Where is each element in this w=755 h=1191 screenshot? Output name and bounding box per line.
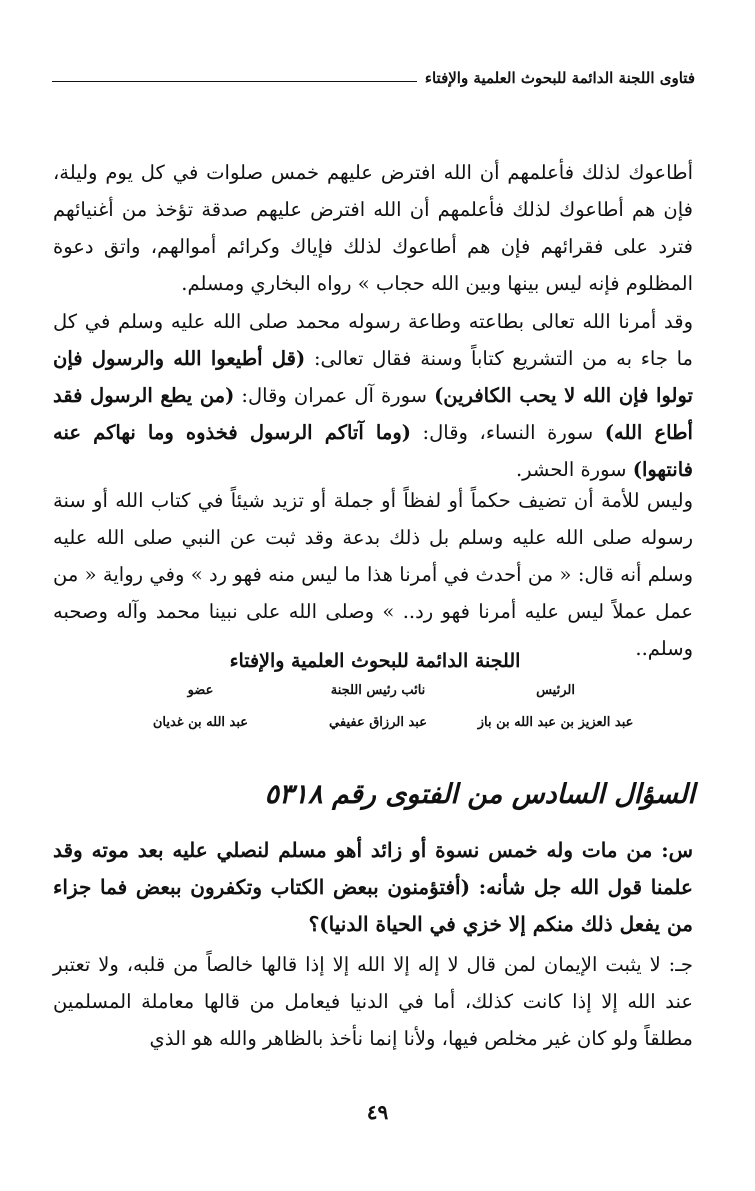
paragraph-2-text-a: وقد أمرنا الله تعالى بطاعته وطاعة رسوله محمد صلى الله عليه وسلم في كل ما جاء به من التشريع كتاباً وسنة فقال تعالى: [53, 310, 693, 370]
name-vice-chairman: عبد الرزاق عفيفي [329, 715, 427, 730]
paragraph-2-text-e: سورة النساء، وقال: [410, 421, 605, 444]
paragraph-1: أطاعوك لذلك فأعلمهم أن الله افترض عليهم خمس صلوات في كل يوم وليلة، فإن هم أطاعوك لذلك فأعلمهم أن الله افترض عليهم صدقة تؤخذ من أغنيائهم فترد على فقرائهم فإن هم أطاعوك لذلك فإياك وكرائم أموالهم، واتق دعوة المظلوم فإنه ليس بينها وبين الله حجاب » رواه البخاري ومسلم. [53, 161, 693, 295]
question-heading: السؤال السادس من الفتوى رقم ٥٣١٨ [264, 779, 695, 810]
paragraph-2-text-g: سورة الحشر. [515, 458, 633, 481]
role-member: عضو [187, 683, 214, 698]
paragraph-2 [53, 303, 693, 488]
committee-title: اللجنة الدائمة للبحوث العلمية والإفتاء [229, 650, 521, 672]
page-number: ٤٩ [366, 1100, 389, 1124]
signature-names [113, 715, 643, 730]
paragraph-2-text-c: سورة آل عمران وقال: [234, 384, 435, 407]
name-member: عبد الله بن غديان [152, 715, 249, 730]
role-chairman: الرئيس [536, 683, 575, 698]
answer-paragraph: جـ: لا يثبت الإيمان لمن قال لا إله إلا الله إلا إذا قالها خالصاً من قلبه، ولا تعتبر عند الله إلا إذا كانت كذلك، أما في الدنيا فيعامل من قالها معاملة المسلمين مطلقاً ولو كان غير مخلص فيها، ولأنا إنما نأخذ بالظاهر والله هو الذي [53, 953, 693, 1050]
quran-verse-1: (قل أطيعوا الله والرسول فإن تولوا فإن الله لا يحب الكافرين) [53, 347, 693, 407]
running-header [52, 63, 695, 93]
running-title: فتاوى اللجنة الدائمة للبحوث العلمية والإفتاء [424, 69, 695, 87]
quran-verse-2: (من يطع الرسول فقد أطاع الله) [53, 384, 693, 444]
name-chairman: عبد العزيز بن عبد الله بن باز [477, 715, 634, 730]
paragraph-3: وليس للأمة أن تضيف حكماً أو لفظاً أو جملة أو تزيد شيئاً في كتاب الله أو سنة رسوله صلى الله عليه وسلم بل ذلك بدعة وقد ثبت عن النبي صلى الله عليه وسلم أنه قال: « من أحدث في أمرنا هذا ما ليس منه فهو رد » وفي رواية « من عمل عملاً ليس عليه أمرنا فهو رد.. » وصلى الله على نبينا محمد وآله وصحبه وسلم.. [53, 489, 693, 660]
quran-verse-3: (وما آتاكم الرسول فخذوه وما نهاكم عنه فانتهوا) [53, 421, 693, 481]
signature-roles [113, 683, 643, 698]
header-rule [52, 81, 417, 82]
question-paragraph: س: من مات وله خمس نسوة أو زائد أهو مسلم لنصلي عليه بعد موته وقد علمنا قول الله جل شأنه: (أفتؤمنون ببعض الكتاب وتكفرون ببعض فما جزاء من يفعل ذلك منكم إلا خزي في الحياة الدنيا)؟ [53, 838, 693, 936]
role-vice-chairman: نائب رئيس اللجنة [330, 683, 426, 698]
